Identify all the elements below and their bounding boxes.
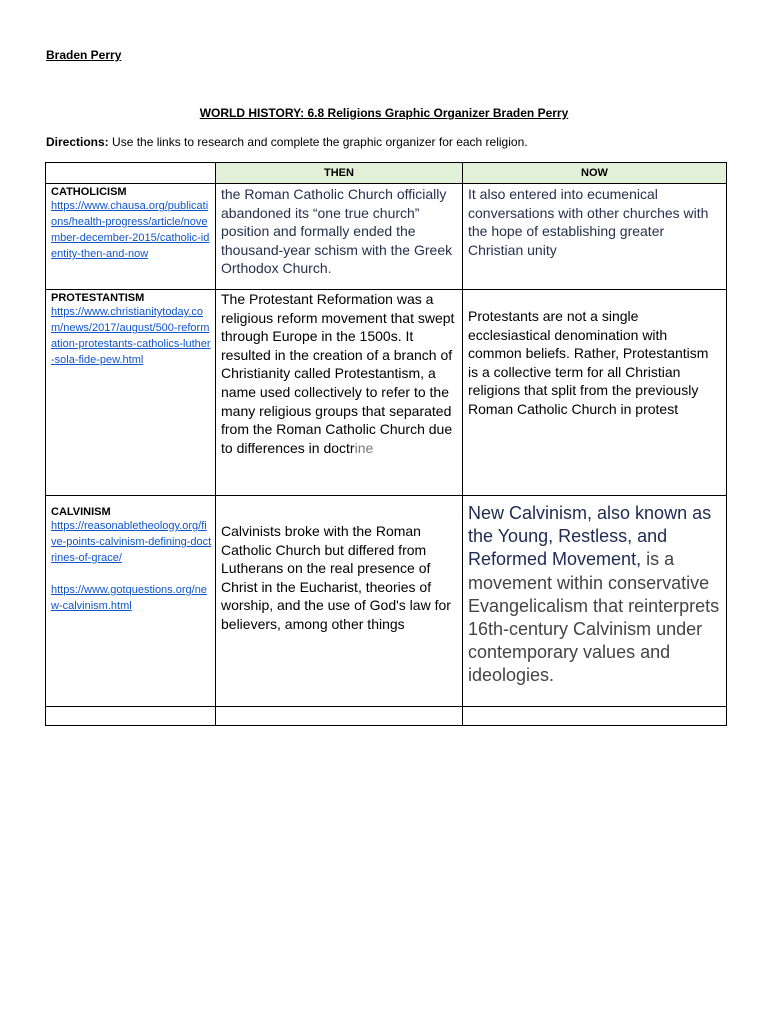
religion-name: PROTESTANTISM <box>51 292 145 304</box>
then-text <box>216 184 462 278</box>
directions <box>46 135 528 149</box>
religion-cell <box>46 184 216 290</box>
column-header-now: NOW <box>463 163 727 184</box>
now-text <box>463 496 726 688</box>
religion-name: CALVINISM <box>51 506 111 518</box>
research-link[interactable]: https://reasonabletheology.org/five-points-calvinism-defining-doctrines-of-grace/ <box>51 520 212 564</box>
now-text: Protestants are not a single ecclesiastical denomination with common beliefs. Rather, Protestantism is a collective term for all Christian religions that split from the previously Roman Catholic Church in protest <box>468 308 709 417</box>
research-link[interactable]: https://www.gotquestions.org/new-calvinism.html <box>51 584 207 612</box>
table-row-empty <box>46 707 727 726</box>
now-text-rest: is a movement within conservative Evangelicalism that reinterprets 16th-century Calvinism under contemporary values and ideologies. <box>468 549 720 686</box>
directions-label: Directions: <box>46 135 109 149</box>
then-text-main: the Roman Catholic Church officially abandoned its “one true church” position and formally ended the thousand-year schism with the Greek Orthodox Church <box>221 186 453 277</box>
then-text <box>216 290 462 457</box>
then-text-end: ine <box>354 439 374 456</box>
then-cell <box>216 707 463 726</box>
table-row-catholicism <box>46 184 727 290</box>
then-text-end: . <box>327 260 332 277</box>
religion-cell <box>46 290 216 496</box>
then-text: Calvinists broke with the Roman Catholic Church but differed from Lutherans on the real presence of Christ in the Eucharist, theories of worship, and the use of God's law for believers, among other things <box>221 523 451 632</box>
religion-cell <box>46 707 216 726</box>
directions-text: Use the links to research and complete the graphic organizer for each religion. <box>108 135 528 149</box>
document-title: WORLD HISTORY: 6.8 Religions Graphic Organizer Braden Perry <box>199 106 569 120</box>
then-cell <box>216 184 463 290</box>
table-row-calvinism <box>46 496 727 707</box>
table-row-protestantism <box>46 290 727 496</box>
now-text: It also entered into ecumenical conversations with other churches with the hope of establishing greater Christian unity <box>468 186 709 258</box>
research-link[interactable]: https://www.chausa.org/publications/health-progress/article/november-december-2015/catholic-identity-then-and-now <box>51 200 210 260</box>
then-text-main: The Protestant Reformation was a religious reform movement that swept through Europe in the 1500s. It resulted in the creation of a branch of Christianity called Protestantism, a name used collectively to refer to the many religious groups that separated from the Roman Catholic Church due to differences in doctr <box>221 291 455 456</box>
research-link[interactable]: https://www.christianitytoday.com/news/2017/august/500-reformation-protestants-catholics-luther-sola-fide-pew.html <box>51 306 211 366</box>
column-header-blank <box>46 163 216 184</box>
religion-name: CATHOLICISM <box>51 186 127 198</box>
now-cell <box>463 290 727 496</box>
now-cell <box>463 707 727 726</box>
then-cell <box>216 496 463 707</box>
column-header-then: THEN <box>216 163 463 184</box>
now-text-lead: New Calvinism, also known as the Young, Restless, and Reformed Movement, <box>468 503 712 570</box>
then-cell <box>216 290 463 496</box>
graphic-organizer-table <box>45 162 727 726</box>
religion-cell <box>46 496 216 707</box>
table-header-row <box>46 163 727 184</box>
now-cell <box>463 184 727 290</box>
now-cell <box>463 496 727 707</box>
author-name: Braden Perry <box>46 48 122 62</box>
